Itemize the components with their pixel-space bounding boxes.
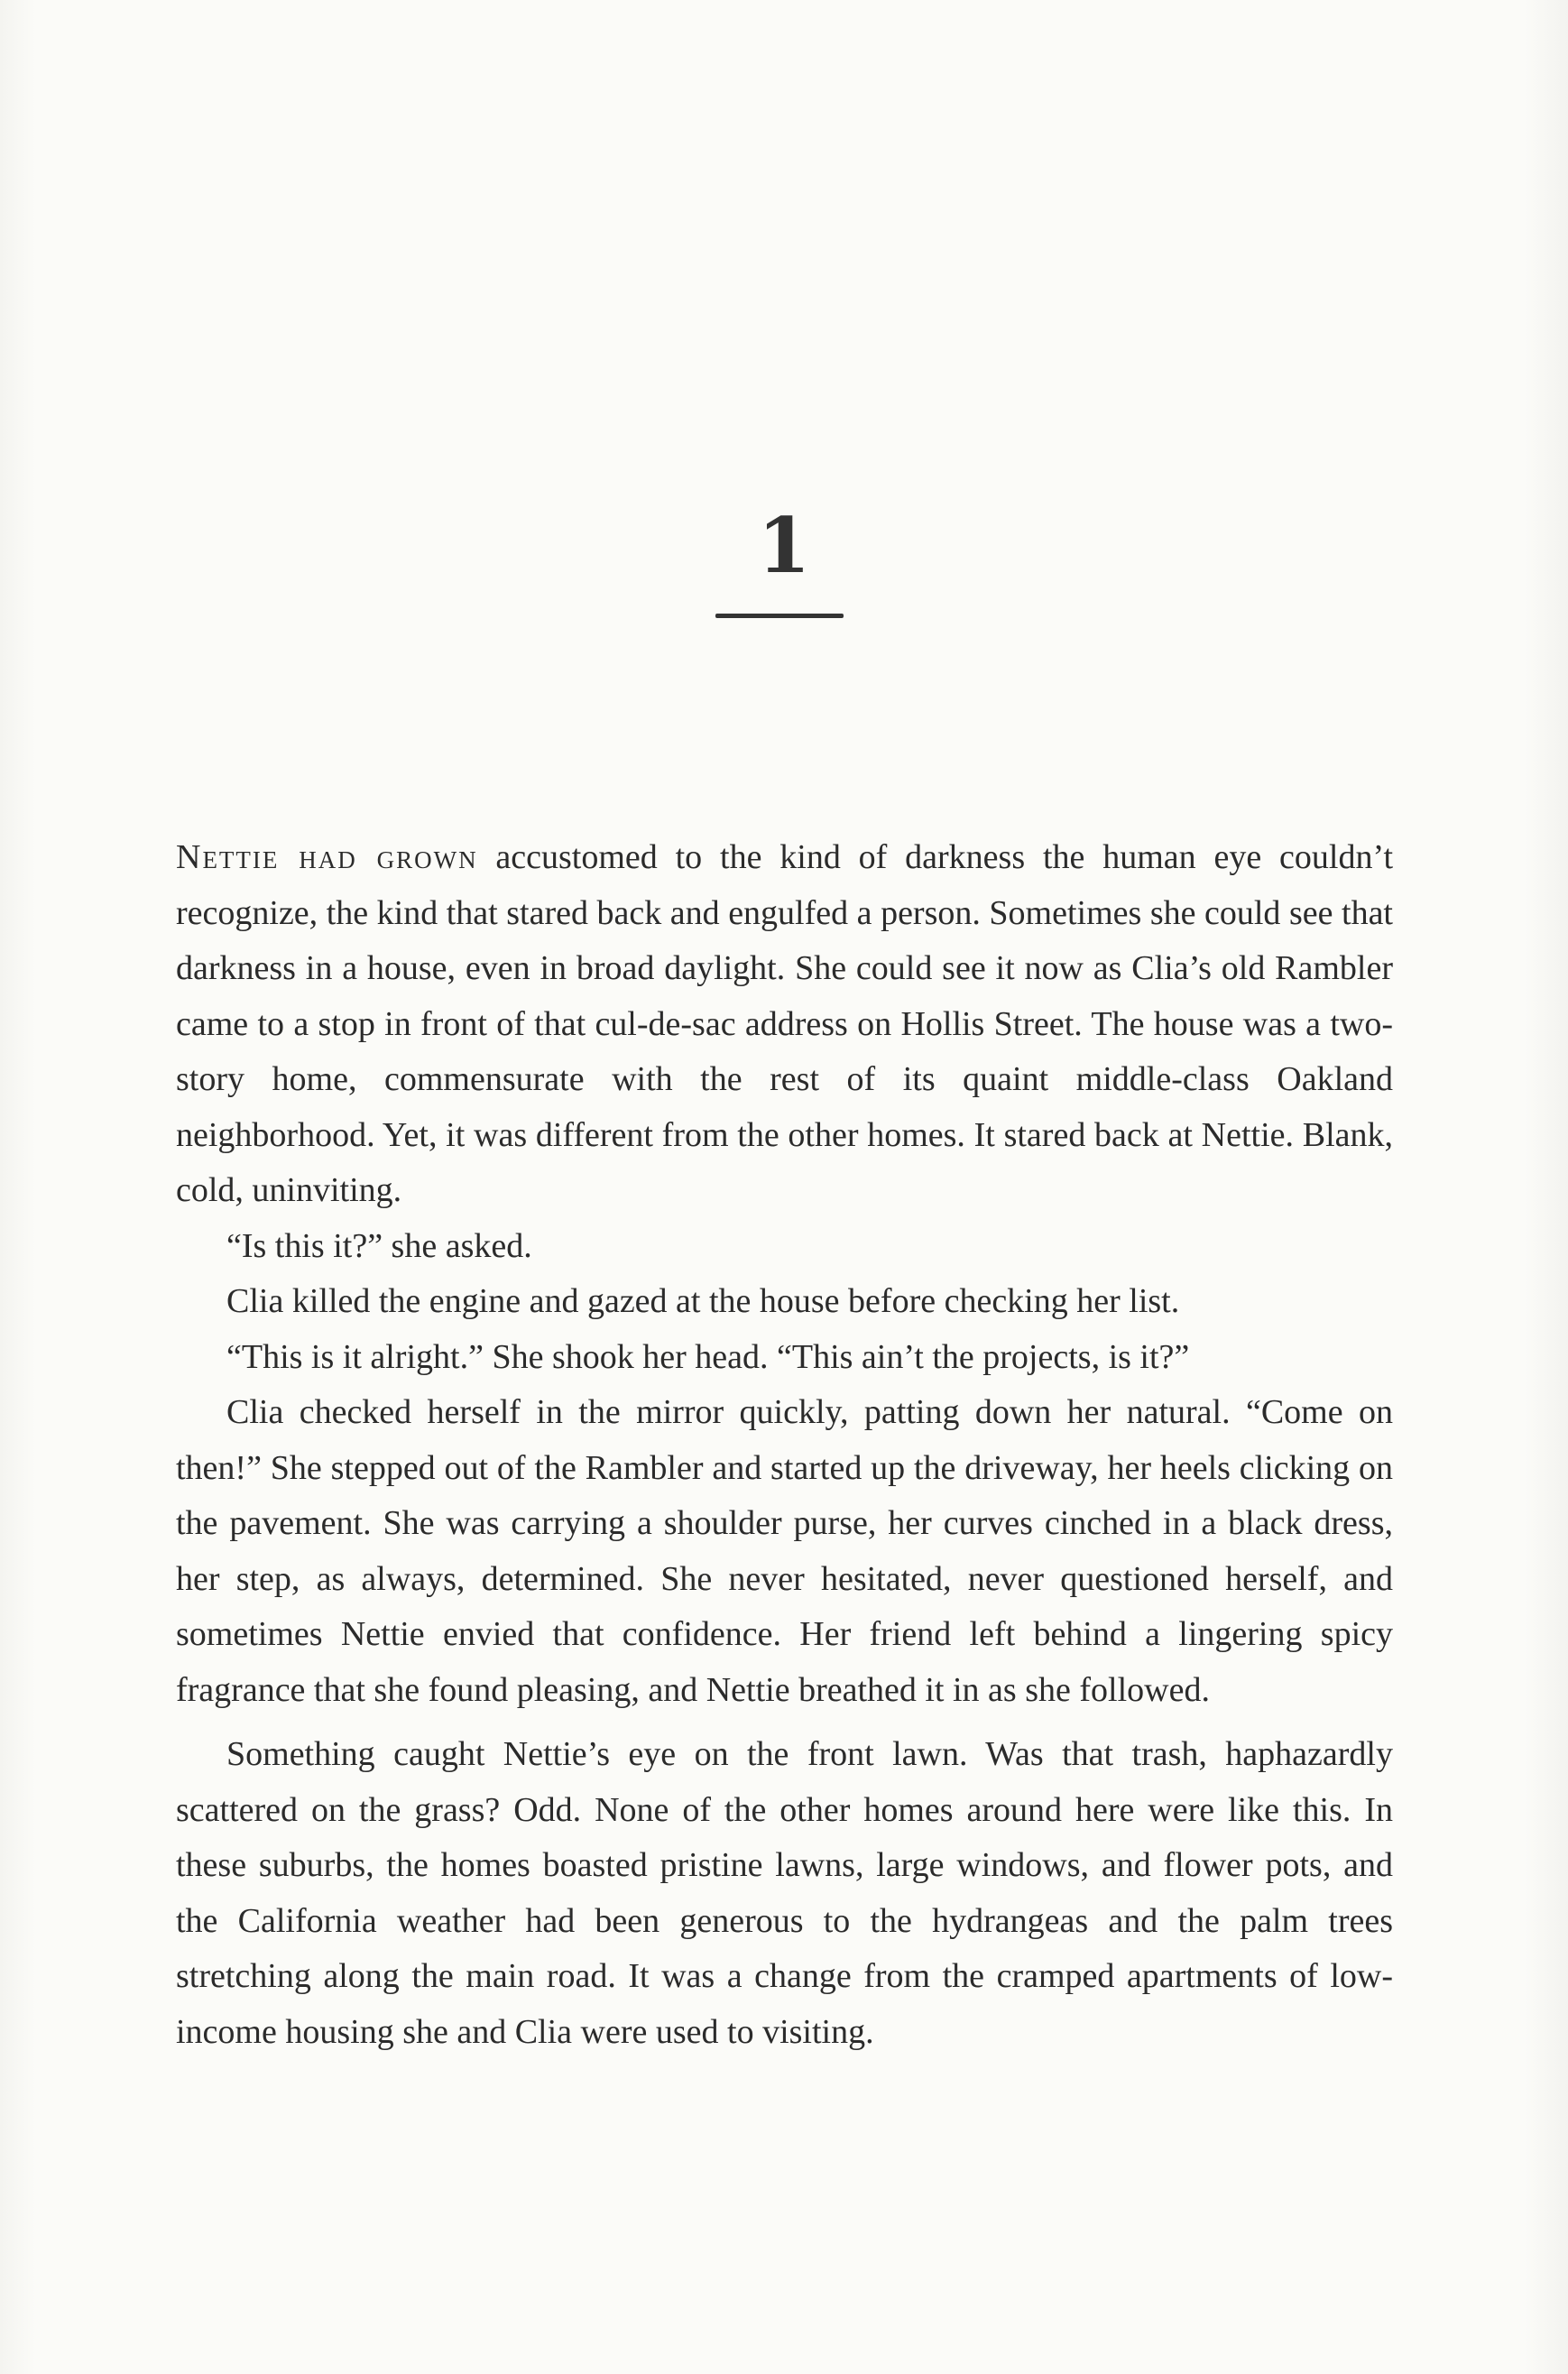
chapter-body-text (176, 830, 1393, 2060)
paragraph-opening (176, 830, 1393, 1219)
chapter-divider-rule (715, 614, 844, 618)
opening-smallcaps-lead: Nettie had grown (176, 838, 478, 876)
paragraph: “This is it alright.” She shook her head. “This ain’t the projects, is it?” (226, 1337, 1190, 1376)
paragraph: “Is this it?” she asked. (226, 1226, 532, 1265)
chapter-number: 1 (757, 501, 811, 590)
paragraph: Something caught Nettie’s eye on the front lawn. Was that trash, haphazardly scattered on the grass? Odd. None of the other homes around here were like this. In these suburbs, the homes boasted pristine lawns, large windows, and flower pots, and the California weather had been generous to the hydrangeas and the palm trees stretching along the main road. It was a change from the cramped apartments of low-income housing she and Clia were used to visiting. (176, 1735, 1393, 2051)
paragraph: Clia checked herself in the mirror quickly, patting down her natural. “Come on then!” She stepped out of the Rambler and started up the driveway, her heels clicking on the pavement. She was carrying a shoulder purse, her curves cinched in a black dress, her step, as always, determined. She never hesitated, never questioned herself, and sometimes Nettie envied that confidence. Her friend left behind a lingering spicy fragrance that she found pleasing, and Nettie breathed it in as she followed. (176, 1393, 1393, 1709)
paragraph: Clia killed the engine and gazed at the house before checking her list. (226, 1282, 1180, 1320)
paragraph-text: accustomed to the kind of darkness the human eye couldn’t recognize, the kind that stared back and engulfed a person. Sometimes she could see that darkness in a house, even in broad daylight. She could see it now as Clia’s old Rambler came to a stop in front of that cul-de-sac address on Hollis Street. The house was a two-story home, commensurate with the rest of its quaint middle-class Oakland neighborhood. Yet, it was different from the other homes. It stared back at Nettie. Blank, cold, uninviting. (176, 838, 1394, 1209)
